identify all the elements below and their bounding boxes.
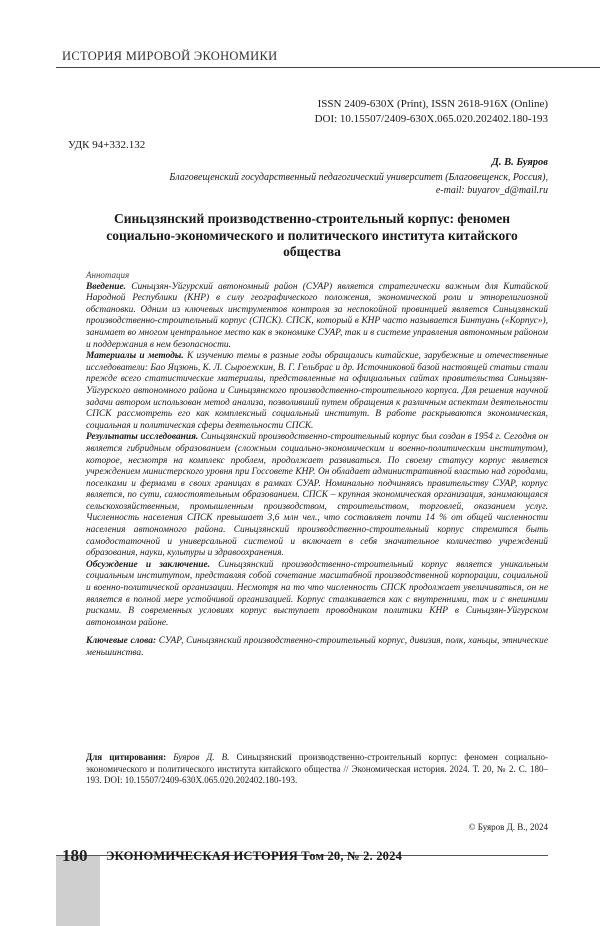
- issn-block: [315, 97, 548, 127]
- keywords-heading: Ключевые слова:: [86, 636, 157, 647]
- author-email[interactable]: e-mail: buyarov_d@mail.ru: [435, 185, 548, 196]
- section-title: ИСТОРИЯ МИРОВОЙ ЭКОНОМИКИ: [62, 49, 278, 63]
- introduction-heading: Введение.: [86, 281, 126, 292]
- citation-text: Синьцзянский производственно-строительный корпус: феномен социально-экономического и политического института китайского общества // Экономическая история. 2024. Т. 20, № 2. С. 180–193. DOI: 10.15507/2409-630X.065.020.202402.180-193.: [86, 752, 549, 786]
- keywords-text: СУАР, Синьцзянский производственно-строительный корпус, дивизия, полк, ханьцы, этнические меньшинства.: [86, 636, 548, 658]
- introduction-text: Синьцзян-Уйгурский автономный район (СУАР) является стратегически важным для Китайской Народной Республики (КНР) в силу географического положения, экономической роли и этнорелигиозной обстановки. Одним из ключевых инструментов контроля за неспокойной провинцией является Синьцзянский производственно-строительный корпус (СПСК). СПСК, который в КНР часто называется Бинтуань («Корпус»), занимает во многом центральное место как в экономике СУАР, так и в системе управления автономным районом и поддержания в нем безопасности.: [86, 281, 548, 350]
- abstract: [86, 270, 548, 660]
- author-block: [169, 156, 548, 197]
- citation: [86, 752, 548, 787]
- page-number: 180: [62, 846, 88, 865]
- abstract-discussion: [86, 560, 548, 630]
- journal-footer: ЭКОНОМИЧЕСКАЯ ИСТОРИЯ Том 20, № 2. 2024: [106, 849, 403, 863]
- methods-text: К изучению темы в разные годы обращались китайские, зарубежные и отечественные исследователи: Бао Яцзюнь, К. Л. Сыроежкин, В. Г. Гельбрас и др. Источниковой базой настоящей статьи стали прежде всего статистические материалы, представленные на официальных сайтах правительства Синьцзян-Уйгурского автономного района и Синьцзянского производственно-строительного корпуса. Для решения научной задачи автором использован метод анализа, позволивший путем обращения к различным аспектам деятельности СПСК рассмотреть его как комплексный социальный институт. В работе раскрываются экономическая, социальная и политическая сферы деятельности СПСК.: [86, 351, 549, 431]
- methods-heading: Материалы и методы.: [86, 351, 184, 362]
- author-name: Д. В. Буяров: [491, 157, 548, 168]
- copyright: © Буяров Д. В., 2024: [468, 822, 548, 832]
- author-affiliation: Благовещенский государственный педагогический университет (Благовещенск, Россия),: [169, 172, 548, 183]
- citation-author: Буяров Д. В.: [166, 752, 230, 762]
- doi: DOI: 10.15507/2409-630X.065.020.202402.180-193: [314, 113, 548, 125]
- keywords: [86, 636, 548, 659]
- abstract-methods: [86, 351, 548, 432]
- page-number-tab: [56, 856, 100, 926]
- results-text: Синьцзянский производственно-строительный корпус был создан в 1954 г. Сегодня он является гибридным образованием (сложным социально-экономическим и военно-политическим институтом), которое, несмотря на комплекс проблем, продолжает развиваться. По своему статусу корпус является учреждением министерского уровня при Госсовете КНР. Он обладает административной властью над городами, поселками и фермами в своих границах в рамках СУАР. Номинально подчиняясь правительству СУАР, корпус является, по сути, самостоятельным образованием. СПСК – крупная экономическая организация, занимающаяся сельскохозяйственным, промышленным производством, строительством, торговлей, оказанием услуг. Численность населения СПСК превышает 3,6 млн чел., что составляет почти 14 % от общей численности населения автономного района. Синьцзянский производственно-строительный корпус стремится быть самодостаточной и универсальной системой и включает в себя значительное количество учреждений образования, науки, культуры и здравоохранения.: [86, 432, 548, 559]
- results-heading: Результаты исследования.: [86, 432, 199, 443]
- discussion-heading: Обсуждение и заключение.: [86, 559, 211, 570]
- abstract-results: [86, 432, 548, 560]
- abstract-introduction: [86, 282, 548, 352]
- issn: ISSN 2409-630X (Print), ISSN 2618-916X (Online): [317, 98, 548, 110]
- citation-label: Для цитирования:: [86, 752, 167, 762]
- abstract-label: Аннотация: [86, 270, 130, 280]
- header-divider: [56, 67, 600, 68]
- discussion-text: Синьцзянский производственно-строительный корпус является уникальным социальным институтом, представляя собой сочетание масштабной производственной корпорации, социальной и военно-политической организации. Несмотря на то что численность СПСК продолжает увеличиваться, он не является в полной мере устойчивой организацией. Корпус сталкивается как с внутренними, так и с внешними рисками. В современных условиях корпус выступает проводником политики КНР в Синьцзян-Уйгурском автономном районе.: [86, 559, 548, 628]
- article-title: Синьцзянский производственно-строительный корпус: феномен социально-экономического и политического института китайского общества: [106, 211, 518, 259]
- udk-code: УДК 94+332.132: [68, 139, 146, 151]
